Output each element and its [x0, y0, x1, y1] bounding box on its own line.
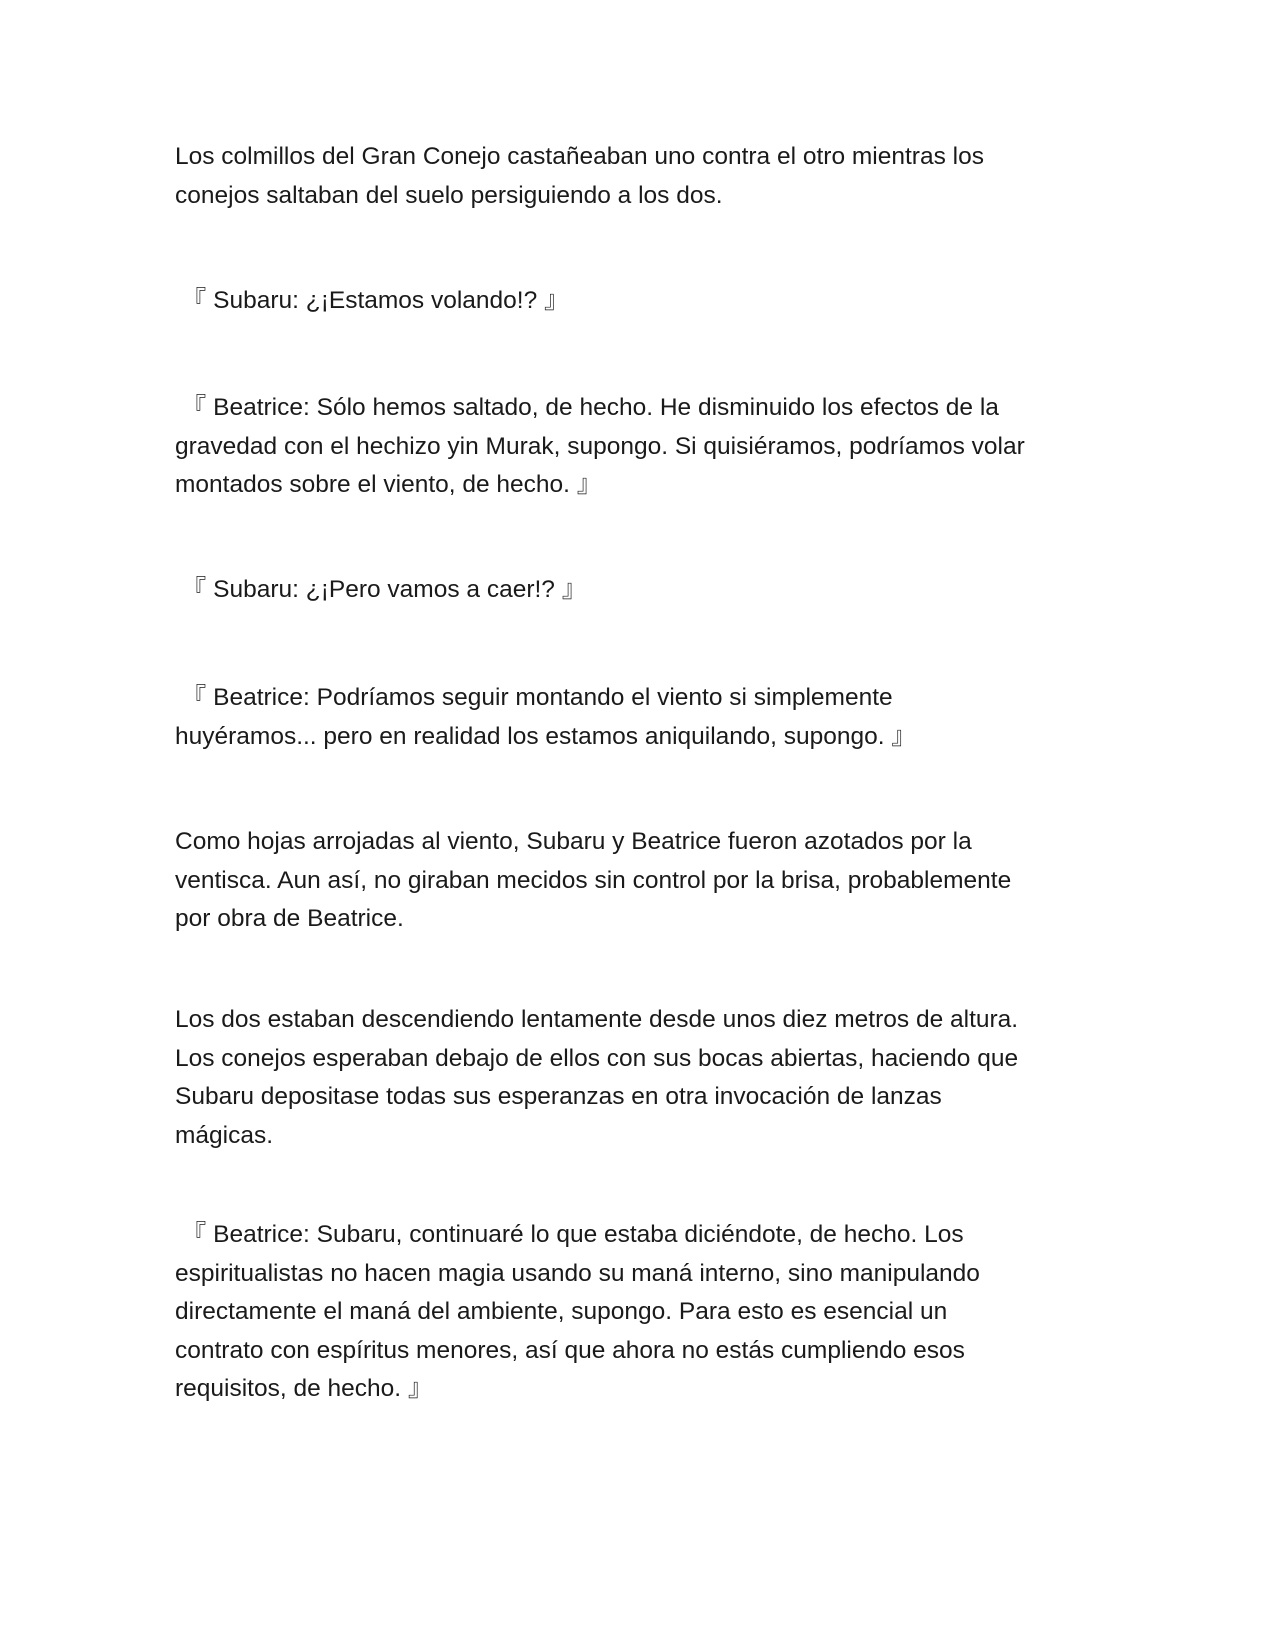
narration-paragraph [175, 823, 1100, 939]
text-line: 『 Beatrice: Podríamos seguir montando el viento si simplemente [175, 684, 893, 711]
text-line: ventisca. Aun así, no giraban mecidos sin control por la brisa, probablemente [175, 866, 1012, 894]
dialogue-paragraph [175, 282, 1100, 321]
text-line: mágicas. [175, 1121, 274, 1149]
text-line: 『 Beatrice: Sólo hemos saltado, de hecho. He disminuido los efectos de la [175, 394, 999, 421]
text-line: gravedad con el hechizo yin Murak, supongo. Si quisiéramos, podríamos volar [175, 432, 1025, 460]
text-line: 『 Beatrice: Subaru, continuaré lo que estaba diciéndote, de hecho. Los [175, 1221, 964, 1248]
dialogue-paragraph [175, 679, 1100, 756]
text-line: 『 Subaru: ¿¡Estamos volando!? 』 [175, 287, 569, 314]
text-line: espiritualistas no hacen magia usando su maná interno, sino manipulando [175, 1259, 980, 1287]
text-line: Los colmillos del Gran Conejo castañeaban uno contra el otro mientras los [175, 143, 984, 170]
text-line: conejos saltaban del suelo persiguiendo a los dos. [175, 181, 723, 209]
text-line: por obra de Beatrice. [175, 905, 404, 932]
text-line: directamente el maná del ambiente, supongo. Para esto es esencial un [175, 1298, 948, 1325]
text-line: huyéramos... pero en realidad los estamos aniquilando, supongo. 』 [175, 722, 916, 750]
text-line: montados sobre el viento, de hecho. 』 [175, 471, 602, 498]
dialogue-paragraph [175, 389, 1100, 505]
dialogue-paragraph [175, 1216, 1100, 1409]
text-line: Como hojas arrojadas al viento, Subaru y Beatrice fueron azotados por la [175, 828, 972, 855]
text-line: 『 Subaru: ¿¡Pero vamos a caer!? 』 [175, 576, 587, 603]
text-line: Los dos estaban descendiendo lentamente desde unos diez metros de altura. [175, 1006, 1019, 1033]
narration-paragraph [175, 138, 1100, 215]
dialogue-paragraph [175, 571, 1100, 610]
text-line: contrato con espíritus menores, así que ahora no estás cumpliendo esos [175, 1336, 965, 1364]
text-line: Subaru depositase todas sus esperanzas en otra invocación de lanzas [175, 1083, 942, 1110]
text-line: requisitos, de hecho. 』 [175, 1375, 433, 1402]
text-line: Los conejos esperaban debajo de ellos con sus bocas abiertas, haciendo que [175, 1044, 1019, 1072]
narration-paragraph [175, 1001, 1100, 1155]
